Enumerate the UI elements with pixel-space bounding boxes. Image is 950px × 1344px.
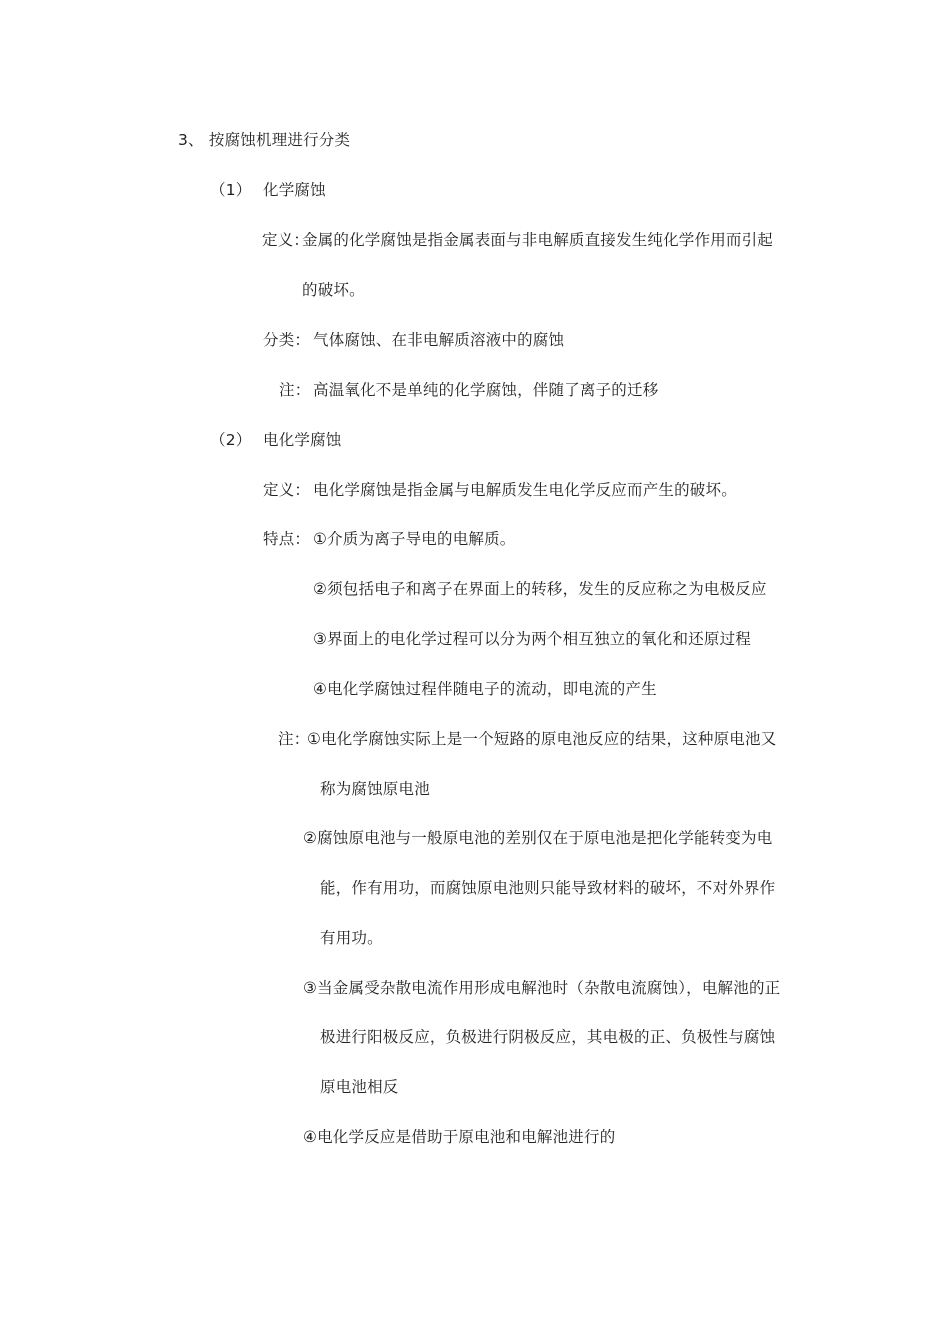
subsection-1-title: 化学腐蚀 xyxy=(263,181,326,199)
electro-note-3-line-3: 原电池相反 xyxy=(320,1078,399,1096)
electro-note-4: ④电化学反应是借助于原电池和电解池进行的 xyxy=(303,1128,616,1146)
electro-feature-2: ②须包括电子和离子在界面上的转移，发生的反应称之为电极反应 xyxy=(313,580,767,598)
subsection-2-title: 电化学腐蚀 xyxy=(263,431,342,449)
subsection-2-number: （2） xyxy=(210,431,252,449)
electro-note-2-line-2: 能，作有用功，而腐蚀原电池则只能导致材料的破坏，不对外界作 xyxy=(320,879,776,897)
electro-note-label: 注： xyxy=(278,730,310,748)
chem-def-line-1: 金属的化学腐蚀是指金属表面与非电解质直接发生纯化学作用而引起 xyxy=(302,231,774,249)
electro-def-text: 电化学腐蚀是指金属与电解质发生电化学反应而产生的破坏。 xyxy=(313,481,737,499)
electro-note-3-line-1: ③当金属受杂散电流作用形成电解池时（杂散电流腐蚀），电解池的正 xyxy=(303,979,781,997)
electro-note-2-line-3: 有用功。 xyxy=(320,929,383,947)
electro-feat-label: 特点： xyxy=(263,530,311,548)
electro-feature-1: ①介质为离子导电的电解质。 xyxy=(313,530,516,548)
electro-note-1-line-1: ①电化学腐蚀实际上是一个短路的原电池反应的结果，这种原电池又 xyxy=(307,730,777,748)
section-heading: 3、 按腐蚀机理进行分类 xyxy=(178,131,351,149)
electro-feature-3: ③界面上的电化学过程可以分为两个相互独立的氧化和还原过程 xyxy=(313,630,751,648)
electro-note-1-line-2: 称为腐蚀原电池 xyxy=(320,780,430,798)
electro-def-label: 定义： xyxy=(263,481,311,499)
electro-note-2-line-1: ②腐蚀原电池与一般原电池的差别仅在于原电池是把化学能转变为电 xyxy=(303,829,773,847)
electro-note-3-line-2: 极进行阳极反应，负极进行阴极反应，其电极的正、负极性与腐蚀 xyxy=(320,1028,776,1046)
chem-class-label: 分类： xyxy=(263,331,311,349)
chem-note-label: 注： xyxy=(279,381,311,399)
chem-def-label: 定义： xyxy=(262,231,310,249)
chem-note-text: 高温氧化不是单纯的化学腐蚀，伴随了离子的迁移 xyxy=(313,381,659,399)
chem-def-line-2: 的破坏。 xyxy=(302,281,365,299)
subsection-1-number: （1） xyxy=(210,181,252,199)
chem-class-text: 气体腐蚀、在非电解质溶液中的腐蚀 xyxy=(313,331,565,349)
electro-feature-4: ④电化学腐蚀过程伴随电子的流动，即电流的产生 xyxy=(313,680,657,698)
